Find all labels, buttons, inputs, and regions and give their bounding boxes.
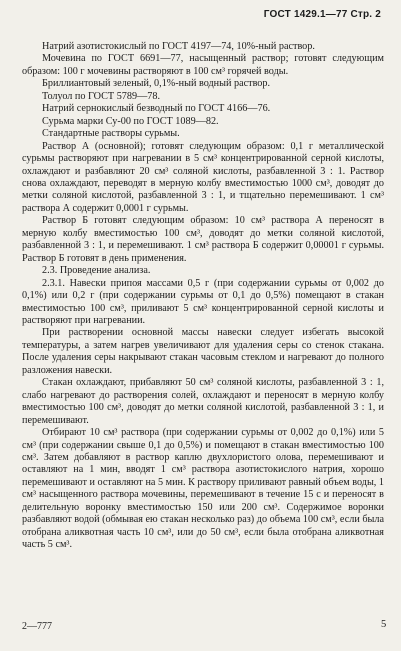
reagent-brilliant-green: Бриллиантовый зеленый, 0,1%-ный водный раствор. (42, 78, 271, 90)
reagent-toluene: Толуол по ГОСТ 5789—78. (42, 90, 161, 102)
reagent-urea: Мочевина по ГОСТ 6691—77, насыщенный раствор; готовят следующим образом: 100 г мочевины растворяют в 100 см³ горячей воды. (22, 53, 384, 77)
paragraph-2-3-1: 2.3.1. Навески припоя массами 0,5 г (при содержании сурьмы от 0,002 до 0,1%) или 0,2 г (при содержании сурьмы от 0,1 до 0,5%) помещают в стакан вместимостью 100 см³, приливают 5 см³ концентрированной серной кислоты и растворяют при нагревании. (22, 277, 384, 326)
reagent-antimony: Сурьма марки Су-00 по ГОСТ 1089—82. (42, 115, 219, 127)
dissolution-paragraph: При растворении основной массы навески следует избегать высокой температуры, а затем нагрев увеличивают для удаления серы со стенок стакана. После удаления серы накрывают стакан часовым стеклом и нагревают до полного разложения навески. (22, 327, 384, 376)
section-heading-analysis: 2.3. Проведение анализа. (42, 265, 151, 277)
reagent-sodium-sulfate: Натрий сернокислый безводный по ГОСТ 4166—76. (42, 103, 271, 115)
order-number: 2—777 (22, 621, 52, 632)
solution-a-paragraph: Раствор А (основной); готовят следующим образом: 0,1 г металлической сурьмы растворяют при нагревании в 5 см³ концентрированной серной кислоты, охлаждают и разбавляют 20 см³ соляной кислоты, разбавленной 3 : 1. Раствор снова охлаждают, переводят в мерную колбу вместимостью 1000 см³, доводят до метки соляной кислотой, разбавленной 3 : 1, и тщательно перемешивают. 1 см³ раствора А содержит 0,0001 г сурьмы. (22, 140, 384, 214)
solution-b-paragraph: Раствор Б готовят следующим образом: 10 см³ раствора А переносят в мерную колбу вместимостью 100 см³, доводят до метки соляной кислотой, разбавленной 3 : 1, и перемешивают. 1 см³ раствора Б содержит 0,00001 г сурьмы. Раствор Б готовят в день применения. (22, 215, 384, 264)
cooling-paragraph: Стакан охлаждают, прибавляют 50 см³ соляной кислоты, разбавленной 3 : 1, слабо нагревают до растворения солей, охлаждают и переносят в мерную колбу вместимостью 100 см³, доводят до метки соляной кислотой, разбавленной 3 : 1, и перемешивают. (22, 377, 384, 426)
standard-header: ГОСТ 1429.1—77 Стр. 2 (263, 9, 381, 20)
reagent-sodium-nitrite: Натрий азотистокислый по ГОСТ 4197—74, 10%-ный раствор. (42, 41, 315, 52)
document-body (22, 41, 384, 552)
standard-solutions-heading: Стандартные растворы сурьмы. (42, 128, 180, 140)
aliquot-paragraph: Отбирают 10 см³ раствора (при содержании сурьмы от 0,002 до 0,1%) или 5 см³ (при содержании свыше 0,1 до 0,5%) и помещают в стакан вместимостью 100 см³. Затем добавляют в раствор каплю двухлористого олова, перемешивают и оставляют на 1 мин, вводят 1 см³ раствора азотистокислого натрия, хорошо перемешивают и оставляют на 5 мин. К раствору приливают равный объем воды, 1 см³ насыщенного раствора мочевины, перемешивают в течение 15 с и переносят в делительную воронку вместимостью 150 или 200 см³. Содержимое воронки разбавляют водой (обмывая ею стакан несколько раз) до объема 100 см³, если была отобрана аликвотная часть 10 см³, или до 50 см³, если была отобрана аликвотная часть 5 см³. (22, 427, 384, 551)
page-number: 5 (381, 619, 387, 630)
